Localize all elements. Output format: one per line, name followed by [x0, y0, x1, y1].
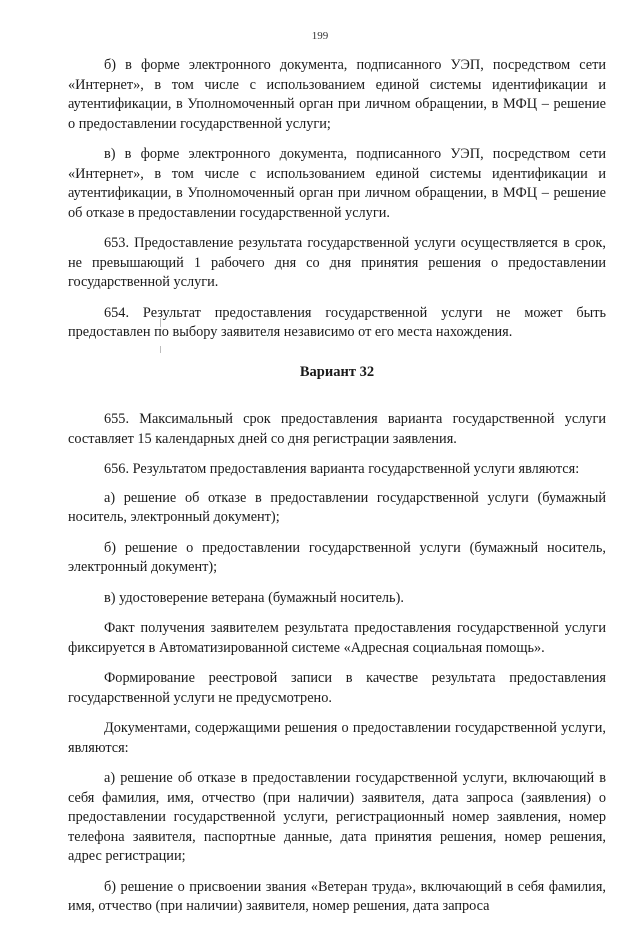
paragraph: 655. Максимальный срок предоставления варианта государственной услуги составляет 15 календарных дней со дня регистрации заявления. [68, 411, 606, 447]
list-item: б) решение о присвоении звания «Ветеран труда», включающий в себя фамилия, имя, отчество (при наличии) заявителя, номер решения, дата запроса [68, 878, 606, 914]
paragraph: Формирование реестровой записи в качестве результата предоставления государственной услуги не предусмотрено. [68, 670, 606, 706]
list-item: б) решение о предоставлении государственной услуги (бумажный носитель, электронный документ); [68, 539, 606, 575]
page-number: 199 [311, 30, 329, 42]
paragraph: 656. Результатом предоставления варианта государственной услуги являются: [104, 461, 580, 477]
paragraph: Факт получения заявителем результата предоставления государственной услуги фиксируется в Автоматизированной системе «Адресная социальная помощь». [68, 620, 606, 656]
paragraph: 653. Предоставление результата государственной услуги осуществляется в срок, не превышающий 1 рабочего дня со дня принятия решения о предоставлении государственной услуги. [68, 235, 606, 290]
list-item: а) решение об отказе в предоставлении государственной услуги (бумажный носитель, электронный документ); [68, 489, 606, 525]
paragraph: в) в форме электронного документа, подписанного УЭП, посредством сети «Интернет», в том числе с использованием единой системы идентификации и аутентификации, в Уполномоченный орган при личном обращении, в МФЦ – решение об отказе в предоставлении государственной услуги. [68, 146, 606, 221]
document-body [68, 56, 606, 928]
paragraph: 654. Результат предоставления государственной услуги не может быть предоставлен по выбору заявителя независимо от его места нахождения. [68, 304, 606, 340]
paragraph: б) в форме электронного документа, подписанного УЭП, посредством сети «Интернет», в том числе с использованием единой системы идентификации и аутентификации, в Уполномоченный орган при личном обращении, в МФЦ – решение о предоставлении государственной услуги; [68, 57, 606, 132]
section-title: Вариант 32 [299, 363, 375, 380]
list-item: в) удостоверение ветерана (бумажный носитель). [104, 589, 404, 606]
list-item: а) решение об отказе в предоставлении государственной услуги, включающий в себя фамилия, имя, отчество (при наличии) заявителя, дата запроса (заявления) о предоставлении государственной услуги, регистрационный номер заявления, номер телефона заявителя, паспортные данные, дата принятия решения, номер решения, адрес регистрации; [68, 770, 606, 864]
paragraph: Документами, содержащими решения о предоставлении государственной услуги, являются: [68, 720, 606, 756]
